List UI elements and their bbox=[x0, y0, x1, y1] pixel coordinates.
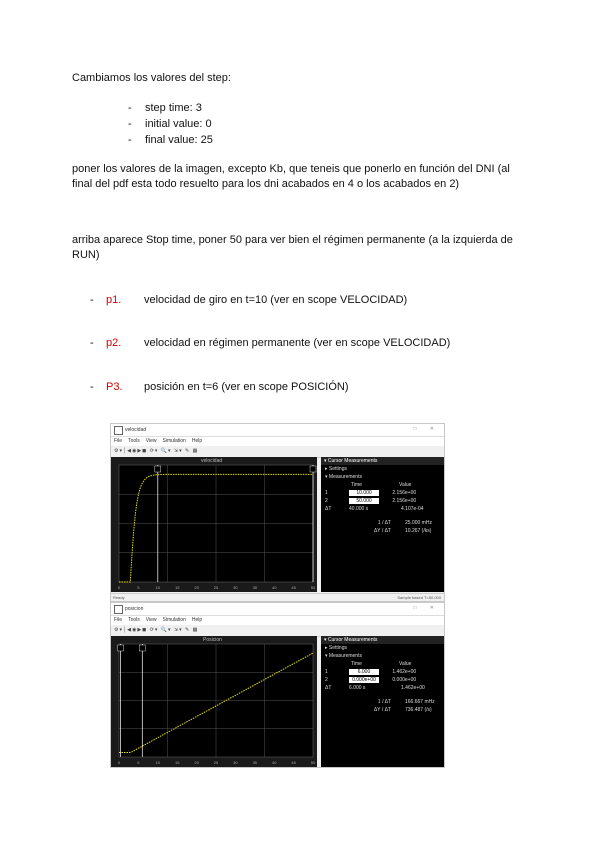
x-tick-label: 5 bbox=[137, 760, 140, 765]
menu-view[interactable]: View bbox=[145, 438, 157, 444]
delta-row: ΔT 6.000 s 1.462e+00 bbox=[325, 685, 425, 691]
menu-bar bbox=[111, 437, 444, 446]
panel-header: ▾ Cursor Measurements bbox=[321, 636, 444, 644]
plot-area bbox=[111, 457, 317, 592]
cursor-handle bbox=[155, 466, 161, 472]
x-tick-label: 45 bbox=[291, 585, 296, 590]
panel-header: ▾ Cursor Measurements bbox=[321, 457, 444, 465]
x-tick-label: 20 bbox=[194, 760, 199, 765]
x-tick-label: 35 bbox=[252, 760, 258, 765]
x-tick-label: 30 bbox=[233, 585, 238, 590]
menu-tools[interactable]: Tools bbox=[128, 617, 140, 623]
list-item: - final value: 25 bbox=[128, 134, 213, 146]
window-titlebar bbox=[111, 603, 444, 616]
cursor-row: 2 0.000e+00 0.000e+00 bbox=[325, 677, 417, 683]
stop-time-note: arriba aparece Stop time, poner 50 para ver bien el régimen permanente (a la izquierda de RUN) bbox=[72, 234, 513, 261]
menu-bar bbox=[111, 616, 444, 625]
window-controls[interactable]: □ ✕ bbox=[413, 605, 440, 611]
window-title: velocidad bbox=[125, 427, 147, 433]
question-p1: - p1. velocidad de giro en t=10 (ver en scope VELOCIDAD) bbox=[90, 294, 408, 306]
x-tick-label: 5 bbox=[137, 585, 140, 590]
step-values-list bbox=[128, 100, 213, 148]
status-text: Ready bbox=[113, 595, 125, 600]
cursor-row: 1 10.000 2.156e+00 bbox=[325, 490, 417, 496]
menu-simulation[interactable]: Simulation bbox=[162, 617, 186, 623]
delta-row: ΔT 40.000 s 4.107e-04 bbox=[325, 506, 424, 512]
posicion-plot[interactable] bbox=[111, 636, 317, 767]
menu-simulation[interactable]: Simulation bbox=[162, 438, 186, 444]
x-tick-label: 15 bbox=[174, 760, 180, 765]
measurements-toggle[interactable]: ▾ Measurements bbox=[325, 653, 362, 659]
scope-posicion-window bbox=[110, 602, 445, 768]
question-p3: - P3. posición en t=6 (ver en scope POSICIÓN) bbox=[90, 381, 349, 393]
cursor-handle bbox=[139, 645, 145, 651]
x-tick-label: 45 bbox=[291, 760, 296, 765]
intro-text: Cambiamos los valores del step: bbox=[72, 72, 231, 84]
scope-velocidad-window bbox=[110, 423, 445, 602]
x-tick-label: 0 bbox=[117, 760, 121, 765]
x-tick-label: 35 bbox=[252, 585, 258, 590]
menu-view[interactable]: View bbox=[145, 617, 157, 623]
scope-icon bbox=[114, 426, 123, 435]
measurements-toggle[interactable]: ▾ Measurements bbox=[325, 474, 362, 480]
window-title: posicion bbox=[125, 606, 144, 612]
col-time: Time bbox=[351, 482, 362, 488]
menu-help[interactable]: Help bbox=[191, 617, 203, 623]
window-titlebar bbox=[111, 424, 444, 437]
cursor2-time[interactable]: 0.000e+00 bbox=[349, 677, 379, 683]
settings-toggle[interactable]: ▸ Settings bbox=[325, 466, 347, 472]
x-tick-label: 40 bbox=[271, 585, 277, 590]
x-tick-label: 20 bbox=[194, 585, 199, 590]
menu-tools[interactable]: Tools bbox=[128, 438, 140, 444]
col-value: Value bbox=[399, 661, 412, 667]
toolbar[interactable]: ⚙▾│◀◉▶◼ ⟳▾ 🔍▾ ⇲▾ ✎ ▦ bbox=[111, 625, 444, 637]
x-tick-label: 50 bbox=[310, 760, 316, 765]
cursor1-time[interactable]: 10.000 bbox=[349, 490, 379, 496]
list-item: - step time: 3 bbox=[128, 102, 202, 114]
menu-file[interactable]: File bbox=[114, 617, 123, 623]
x-tick-label: 0 bbox=[117, 585, 121, 590]
x-tick-label: 30 bbox=[233, 760, 238, 765]
x-tick-label: 50 bbox=[310, 585, 316, 590]
x-tick-label: 15 bbox=[174, 585, 180, 590]
col-value: Value bbox=[399, 482, 412, 488]
status-bar bbox=[111, 593, 444, 601]
question-p2: - p2. velocidad en régimen permanente (ver en scope VELOCIDAD) bbox=[90, 337, 451, 349]
plot-title: velocidad bbox=[201, 458, 223, 464]
toolbar[interactable]: ⚙▾│◀◉▶◼ ⟳▾ 🔍▾ ⇲▾ ✎ ▦ bbox=[111, 446, 444, 458]
list-item: - initial value: 0 bbox=[128, 118, 212, 130]
velocidad-plot[interactable] bbox=[111, 457, 317, 592]
x-tick-label: 10 bbox=[155, 760, 161, 765]
x-tick-label: 40 bbox=[271, 760, 277, 765]
params-note: poner los valores de la imagen, excepto Kb, que teneis que ponerlo en función del DNI (al final del pdf esta todo resuelto para los dni acabados en 4 o los acabados en 2) bbox=[72, 163, 510, 190]
x-tick-label: 25 bbox=[213, 585, 219, 590]
cursor-measurements-panel: ▾ Cursor Measurements ▸ Settings ▾ Measurements Time Value 1 10.000 2.156e+00 2 50.000 2.156e+00 ΔT 40.000 s 4.107e-04 1 / ΔT 25.000 mHz ΔY / ΔT 10.267 (/ks) bbox=[321, 457, 444, 592]
plot-title: Posicion bbox=[203, 637, 222, 643]
scope-icon bbox=[114, 605, 123, 614]
status-right: Sample based T=50.000 bbox=[397, 595, 441, 600]
cursor-handle bbox=[310, 466, 316, 472]
cursor2-time[interactable]: 50.000 bbox=[349, 498, 379, 504]
cursor-row: 1 6.000 1.462e+00 bbox=[325, 669, 417, 675]
cursor-measurements-panel: ▾ Cursor Measurements ▸ Settings ▾ Measurements Time Value 1 6.000 1.462e+00 2 0.000e+00 0.000e+00 ΔT 6.000 s 1.462e+00 1 / ΔT 166.667 mHz ΔY / ΔT 736.487 (/s) bbox=[321, 636, 444, 767]
menu-file[interactable]: File bbox=[114, 438, 123, 444]
cursor-handle bbox=[118, 645, 124, 651]
plot-area bbox=[111, 636, 317, 767]
x-tick-label: 10 bbox=[155, 585, 161, 590]
x-tick-label: 25 bbox=[213, 760, 219, 765]
cursor1-time[interactable]: 6.000 bbox=[349, 669, 379, 675]
col-time: Time bbox=[351, 661, 362, 667]
cursor-row: 2 50.000 2.156e+00 bbox=[325, 498, 417, 504]
menu-help[interactable]: Help bbox=[191, 438, 203, 444]
settings-toggle[interactable]: ▸ Settings bbox=[325, 645, 347, 651]
window-controls[interactable]: □ ✕ bbox=[413, 426, 440, 432]
